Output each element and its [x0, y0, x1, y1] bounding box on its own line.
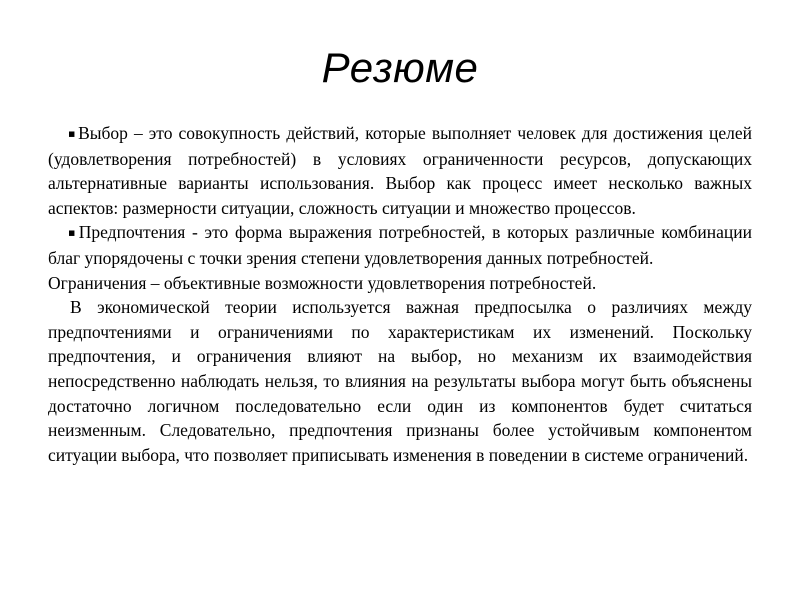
paragraph-preferences: [48, 220, 752, 270]
slide-title: Резюме: [321, 44, 479, 91]
paragraph-preferences-text: Предпочтения - это форма выражения потребностей, в которых различные комбинации благ упорядочены с точки зрения степени удовлетворения данных потребностей.: [48, 222, 752, 268]
bullet-icon: ▪: [68, 127, 76, 140]
paragraph-choice-text: Выбор – это совокупность действий, которые выполняет человек для достижения целей (удовлетворения потребностей) в условиях ограниченности ресурсов, допускающих альтернативные варианты использования. Выбор как процесс имеет несколько важных аспектов: размерности ситуации, сложность ситуации и множество процессов.: [48, 123, 753, 218]
paragraph-choice: [48, 121, 752, 220]
slide-body: [48, 121, 752, 467]
paragraph-theory: В экономической теории используется важная предпосылка о различиях между предпочтениями и ограничениями по характеристикам их изменений. Поскольку предпочтения, и ограничения влияют на выбор, но механизм их взаимодействия непосредственно наблюдать нельзя, то влияния на результаты выбора могут быть объяснены достаточно логичном последовательно если один из компонентов будет считаться неизменным. Следовательно, предпочтения признаны более устойчивым компонентом ситуации выбора, что позволяет приписывать изменения в поведении в системе ограничений.: [48, 297, 752, 465]
bullet-icon: ▪: [68, 226, 76, 240]
paragraph-constraints: Ограничения – объективные возможности удовлетворения потребностей.: [48, 272, 597, 293]
